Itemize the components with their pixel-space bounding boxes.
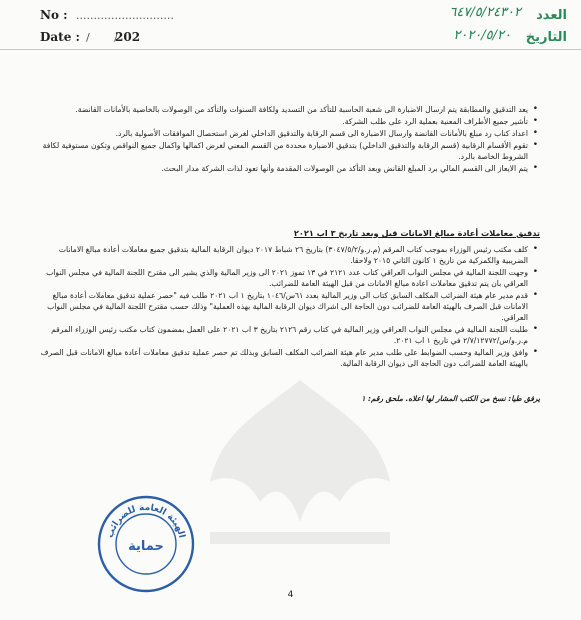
intro-bullet: • تقوم الأقسام الرقابية (قسم الرقابة والتدقيق الداخلي) بتدقيق الاضبارة محددة من القسم المعني لغرض اكمالها واكمال جميع النواقص وتكون مستوفية لكافة الشروط الخاصة بالرد. — [40, 140, 528, 162]
number-label-en: No : — [40, 8, 68, 22]
section-bullet: • طلبت اللجنة المالية في مجلس النواب العراقي وزير المالية في كتاب رقم ٢١٢٦ بتاريخ ٣ اب ٢٠٢١ على العمل بمضمون كتاب مكتب رئيس الوزراء المرقم م.ر.و/س/٢/٧/١٢٧٧٢ في تاريخ ١ اب ٢٠٢١. — [40, 324, 528, 346]
date-label-ar: التاريخ — [525, 30, 567, 45]
section-bullet: • كلف مكتب رئيس الوزراء بموجب كتاب المرقم (م.ر.و/٣٠٤٧/٥/٢) بتاريخ ٢٦ شباط ٢٠١٧ ديوان الرقابة المالية بتدقيق جميع معاملات أعادة مبالغ الامانات الضريبية والكمركية من تاريخ ١ كانون الثاني ٢٠١٥ ولاحقا. — [40, 244, 528, 266]
stamp-text: الهيئة العامة للضرائب — [105, 502, 187, 540]
stamp-center-text: حماية — [128, 539, 164, 554]
section-bullet: • وجهت اللجنة المالية في مجلس النواب العراقي كتاب عدد ٢١٢١ في ١٣ تموز ٢٠٢١ الى وزير المالية والذي يشير الى مقترح اللجنة المالية في مجلس النواب العراقي بان يتم تدقيق معاملات اعادة مبالغ الامانات من قبل الهيئة العامة للضرائب. — [40, 267, 528, 289]
intro-bullet: • يتم الايعاز الى القسم المالي برد المبلغ القانض وبعد التأكد من الوصولات المقدمة وأنها تعود لذات الشركة مدار البحث. — [40, 163, 528, 174]
date-label-en: Date : — [40, 30, 80, 44]
section-heading: تدقيق معاملات أعادة مبالغ الامانات قبل وبعد تاريخ ٣ اب ٢٠٢١ — [293, 228, 540, 238]
intro-bullet: • تأشير جميع الأطراف المعنية بعملية الرد على طلب الشركة. — [40, 116, 528, 127]
attachment-note: يرفق طيا: نسخ من الكتب المشار لها اعلاه. ملحق رقم: ١ — [361, 394, 540, 403]
section-body — [40, 244, 540, 370]
official-stamp-icon — [96, 494, 196, 594]
number-label-ar: العدد — [536, 8, 567, 23]
intro-bullet: • اعداد كتاب رد مبلغ بالأمانات القانضة وارسال الاضبارة الى قسم الرقابة والتدقيق الداخلي لغرض استحصال الموافقات الأصولية بالرد. — [40, 128, 528, 139]
date-year-en: 202 — [115, 30, 141, 44]
date-value-handwritten: ٢٠٢٠/٥/٢٠ — [453, 28, 511, 43]
intro-bullet: • يعد التدقيق والمطابقة يتم ارسال الاضبارة الى شعبة الحاسبة للتأكد من التسديد ولكافة السنوات والتأكد من الوصولات بالخاصية بالأمانات القانضة. — [40, 104, 528, 115]
section-bullet: • وافق وزير المالية وحسب الضوابط على طلب مدير عام هيئة الضرائب المكلف السابق وبذلك تم حصر عملية تدقيق معاملات أعادة مبالغ الامانات قبل الصرف بالهيئة العامة للضرائب دون الحاجة الى ديوان الرقابة المالية. — [40, 347, 528, 369]
number-value-handwritten: ٦٤٧/٥/٢٤٣٠٢ — [449, 5, 521, 20]
date-slashes: / / — [86, 31, 118, 44]
intro-section — [40, 104, 540, 175]
page-number: 4 — [287, 590, 294, 600]
section-bullet: • قدم مدير عام هيئة الضرائب المكلف السابق كتاب الى وزير المالية بعدد ٦١س/١٠٤٦ بتاريخ ١ اب ٢٠٢١ طلب فيه "حصر عملية تدقيق معاملات أعادة مبالغ الامانات قبل الصرف بالهيئة العامة للضرائب دون الحاجة الى اشراك ديوان الرقابة المالية بهذه العملية" وذلك حسب مقترح اللجنة المالية في مجلس النواب العراقي. — [40, 290, 528, 323]
number-dots: ............................ — [76, 9, 174, 22]
header-divider — [0, 49, 581, 50]
